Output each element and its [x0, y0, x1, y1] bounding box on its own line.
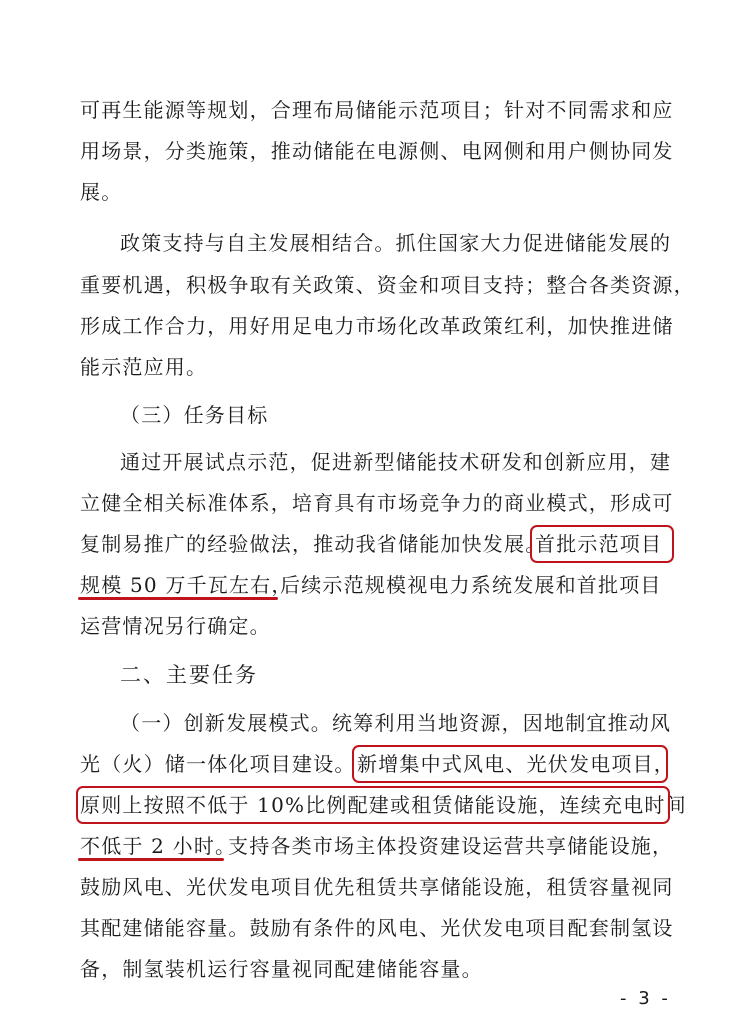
- paragraph-line: 形成工作合力，用好用足电力市场化改革政策红利，加快推进储: [80, 314, 674, 338]
- paragraph-line: 其配建储能容量。鼓励有条件的风电、光伏发电项目配套制氢设: [80, 916, 674, 940]
- highlighted-text: 新增集中式风电、光伏发电项目，: [357, 752, 675, 776]
- paragraph-line: 政策支持与自主发展相结合。抓住国家大力促进储能发展的: [120, 231, 672, 255]
- paragraph-line: 立健全相关标准体系，培育具有市场竞争力的商业模式，形成可: [80, 491, 674, 515]
- highlighted-text: 规模 50 万千瓦左右，: [80, 573, 293, 597]
- paragraph-line: 可再生能源等规划，合理布局储能示范项目；针对不同需求和应: [80, 98, 674, 122]
- highlighted-text: 首批示范项目: [535, 532, 663, 556]
- highlighted-text: 不低于 2 小时。: [80, 834, 237, 858]
- paragraph-line: 备，制氢装机运行容量视同配建储能容量。: [80, 957, 483, 981]
- paragraph-line: 重要机遇，积极争取有关政策、资金和项目支持；整合各类资源，: [80, 273, 695, 297]
- highlighted-text: 原则上按照不低于 10%比例配建或租赁储能设施，连续充电时间: [80, 793, 687, 817]
- paragraph-line: 通过开展试点示范，促进新型储能技术研发和创新应用，建: [120, 450, 672, 474]
- chapter-heading: 二、主要任务: [120, 663, 258, 687]
- paragraph-line: 用场景，分类施策，推动储能在电源侧、电网侧和用户侧协同发: [80, 139, 674, 163]
- section-heading: （三）任务目标: [120, 403, 269, 427]
- paragraph-line: 运营情况另行确定。: [80, 614, 271, 638]
- paragraph-line: 鼓励风电、光伏发电项目优先租赁共享储能设施，租赁容量视同: [80, 875, 674, 899]
- paragraph-line: 支持各类市场主体投资建设运营共享储能设施，: [228, 834, 674, 858]
- page-number: - 3 -: [620, 988, 671, 1009]
- paragraph-line: 光（火）储一体化项目建设。: [80, 752, 356, 776]
- paragraph-line: 后续示范规模视电力系统发展和首批项目: [280, 573, 662, 597]
- paragraph-line: 复制易推广的经验做法，推动我省储能加快发展。: [80, 532, 547, 556]
- paragraph-line: 展。: [80, 180, 123, 204]
- paragraph-line: （一）创新发展模式。统筹利用当地资源，因地制宜推动风: [120, 711, 672, 735]
- paragraph-line: 能示范应用。: [80, 355, 208, 379]
